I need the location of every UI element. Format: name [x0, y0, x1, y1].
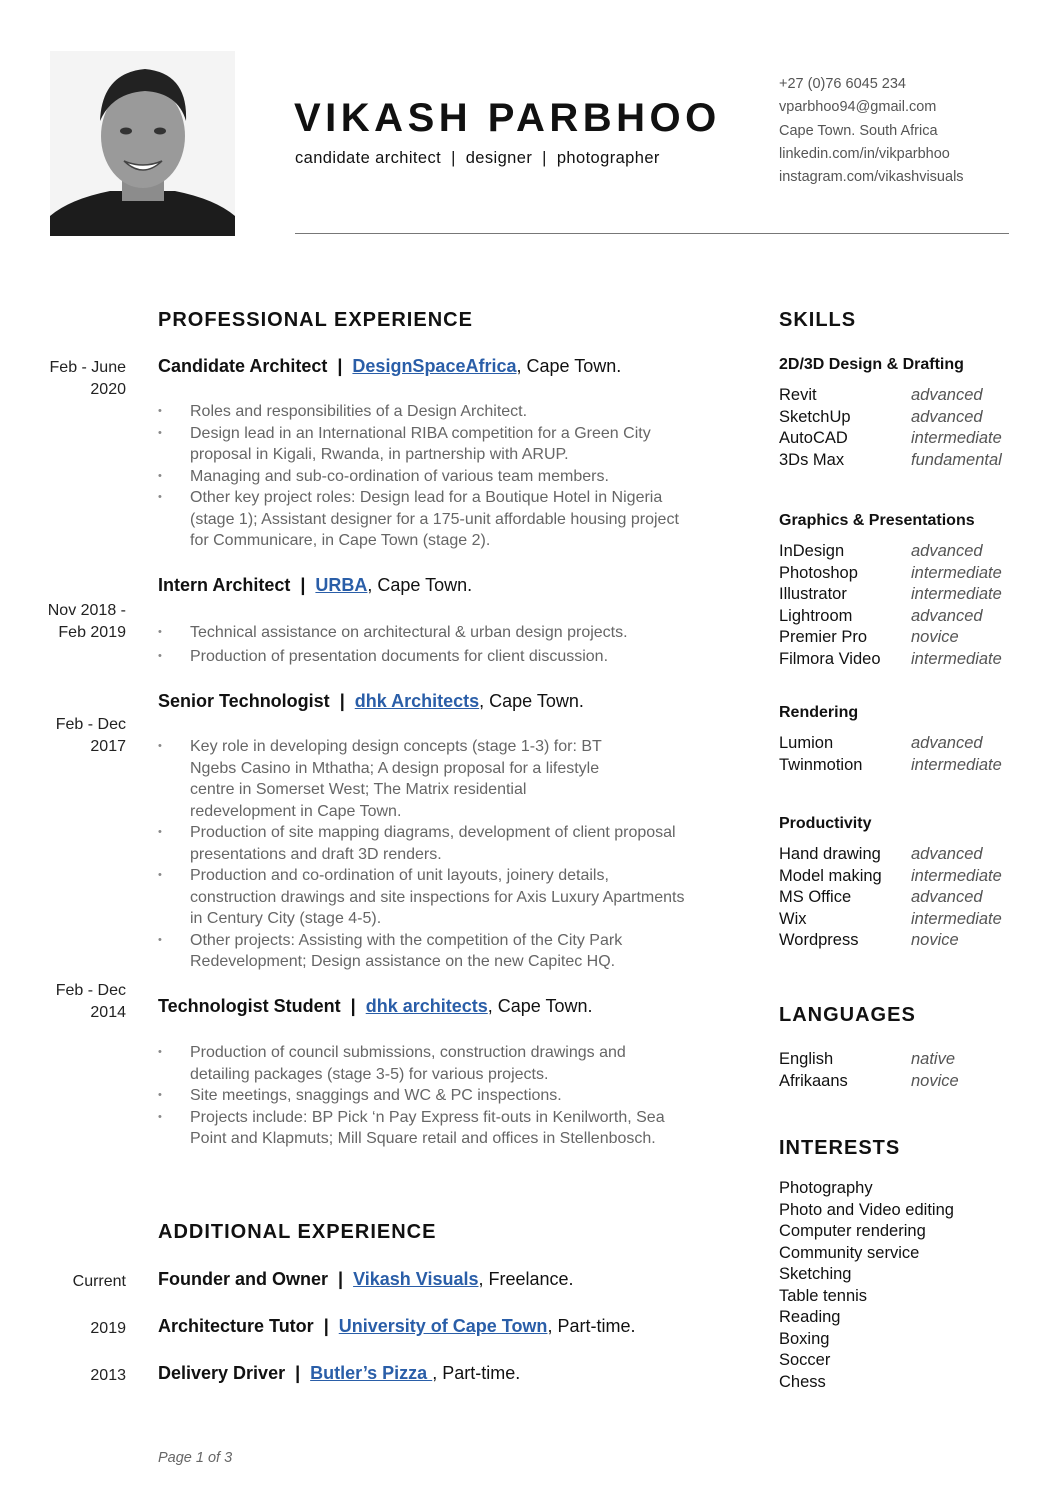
job-date-line: Feb - Dec: [55, 982, 126, 999]
skill-level: intermediate: [911, 563, 1002, 582]
skill-level: intermediate: [911, 585, 1002, 603]
skill-group-title: Rendering: [779, 704, 859, 721]
additional-item: [158, 1269, 574, 1290]
job-title: Technologist Student: [158, 996, 341, 1016]
job-title-line: [158, 356, 621, 377]
skill-row: [779, 428, 1019, 450]
company-link[interactable]: DesignSpaceAfrica: [352, 356, 517, 376]
skills-heading: SKILLS: [779, 309, 857, 331]
candidate-name: VIKASH PARBHOO: [294, 96, 721, 140]
job-location: , Cape Town.: [516, 356, 622, 376]
skill-group-title: Graphics & Presentations: [779, 512, 975, 529]
skill-row: [779, 887, 1019, 909]
language-row: [779, 1071, 1019, 1093]
job-date-line: Nov 2018 -: [47, 602, 126, 619]
skill-list: [779, 385, 1019, 471]
job-date: [0, 714, 126, 758]
language-row: [779, 1049, 1019, 1071]
company-link[interactable]: dhk Architects: [354, 691, 480, 711]
skill-level: advanced: [911, 386, 983, 404]
job-title: Candidate Architect: [158, 356, 328, 376]
skill-level: intermediate: [911, 649, 1002, 668]
company-link[interactable]: Butler’s Pizza: [310, 1363, 433, 1383]
additional-date: 2013: [90, 1367, 126, 1384]
skill-row: [779, 866, 1019, 888]
list-item: • Roles and responsibilities of a Design Architect.: [158, 401, 688, 423]
skill-name: Revit: [779, 386, 817, 404]
job-bullets: [158, 622, 688, 667]
list-item: • Design lead in an International RIBA competition for a Green City proposal in Kigali, Rwanda, in partnership with ARUP.: [158, 423, 688, 466]
skill-list: [779, 844, 1019, 952]
skill-name: AutoCAD: [779, 429, 848, 447]
job-bullets: [158, 1042, 688, 1150]
interests-list: [779, 1178, 954, 1393]
list-item: • Key role in developing design concepts (stage 1-3) for: BT Ngebs Casino in Mthatha; A design proposal for a lifestyle centre in Somerset West; The Matrix residential redevelopment in Cape Town.: [158, 736, 688, 822]
interest-item: Table tennis: [779, 1286, 868, 1305]
job-title-line: [158, 996, 592, 1017]
separator: |: [350, 996, 356, 1016]
skill-group-title: 2D/3D Design & Drafting: [779, 356, 964, 373]
list-item: • Production of council submissions, construction drawings and detailing packages (stage 3-5) for various projects.: [158, 1042, 688, 1085]
separator: |: [338, 1269, 344, 1289]
languages-heading: LANGUAGES: [779, 1004, 916, 1026]
additional-experience-heading: ADDITIONAL EXPERIENCE: [158, 1221, 437, 1243]
professional-experience-heading: PROFESSIONAL EXPERIENCE: [158, 309, 473, 331]
skill-row: [779, 385, 1019, 407]
skill-name: Filmora Video: [779, 649, 881, 668]
skill-name: Wordpress: [779, 931, 859, 949]
profile-photo: [50, 51, 235, 236]
skill-list: [779, 541, 1019, 670]
list-item: • Technical assistance on architectural & urban design projects.: [158, 622, 688, 644]
job-location: , Part-time.: [547, 1316, 636, 1336]
job-bullets: [158, 736, 688, 973]
skill-level: advanced: [911, 407, 983, 426]
job-title-line: [158, 691, 584, 712]
skill-name: Wix: [779, 909, 807, 928]
skill-level: advanced: [911, 734, 983, 752]
additional-date: 2019: [90, 1320, 126, 1337]
job-date: [0, 600, 126, 644]
interest-item: Soccer: [779, 1351, 831, 1369]
skill-row: [779, 450, 1019, 472]
skill-level: fundamental: [911, 450, 1002, 469]
skill-name: Premier Pro: [779, 628, 868, 646]
list-item: • Site meetings, snaggings and WC & PC inspections.: [158, 1085, 688, 1107]
job-title: Founder and Owner: [158, 1269, 329, 1289]
interests-heading: INTERESTS: [779, 1137, 901, 1159]
job-title: Delivery Driver: [158, 1363, 286, 1383]
job-location: , Cape Town.: [479, 691, 584, 711]
page-number: Page 1 of 3: [158, 1450, 233, 1466]
interest-item: Computer rendering: [779, 1222, 926, 1240]
skill-row: [779, 627, 1019, 649]
job-date-line: Feb - June: [49, 359, 126, 376]
skill-row: [779, 733, 1019, 755]
skill-row: [779, 407, 1019, 429]
job-bullets: [158, 401, 688, 552]
job-date: [0, 357, 126, 401]
job-date-line: 2014: [90, 1004, 126, 1021]
list-item: • Production of presentation documents for client discussion.: [158, 646, 688, 668]
skill-row: [779, 584, 1019, 606]
skill-level: novice: [911, 628, 959, 646]
job-date-line: Feb 2019: [58, 624, 126, 641]
contact-phone[interactable]: +27 (0)76 6045 234: [779, 76, 906, 92]
skill-level: advanced: [911, 606, 983, 625]
skill-name: Lumion: [779, 734, 834, 752]
job-location: , Cape Town.: [367, 575, 473, 595]
job-location: , Cape Town.: [487, 996, 593, 1016]
language-name: Afrikaans: [779, 1071, 848, 1090]
contact-email[interactable]: vparbhoo94@gmail.com: [779, 99, 937, 116]
skill-row: [779, 930, 1019, 952]
skill-row: [779, 755, 1019, 777]
interest-item: Chess: [779, 1372, 826, 1391]
additional-date: Current: [72, 1273, 126, 1290]
skill-name: Twinmotion: [779, 755, 863, 774]
list-item: • Projects include: BP Pick ‘n Pay Express fit-outs in Kenilworth, Sea Point and Klapmuts; Mill Square retail and offices in Stellenbosch.: [158, 1107, 688, 1150]
skill-name: 3Ds Max: [779, 450, 845, 469]
interest-item: Community service: [779, 1243, 920, 1262]
skill-level: novice: [911, 931, 959, 949]
skill-name: Hand drawing: [779, 845, 881, 863]
skill-group-title: Productivity: [779, 815, 872, 832]
skill-level: intermediate: [911, 866, 1002, 885]
job-date-line: Feb - Dec: [55, 716, 126, 733]
job-date: [0, 980, 126, 1024]
additional-item: [158, 1316, 635, 1337]
company-link[interactable]: University of Cape Town: [338, 1316, 548, 1336]
skill-list: [779, 733, 1019, 776]
skill-name: Lightroom: [779, 606, 853, 625]
contact-location: Cape Town. South Africa: [779, 122, 938, 139]
skill-name: MS Office: [779, 888, 852, 906]
skill-level: intermediate: [911, 755, 1002, 774]
language-name: English: [779, 1050, 834, 1068]
skill-row: [779, 909, 1019, 931]
contact-instagram[interactable]: instagram.com/vikashvisuals: [779, 169, 964, 186]
skill-level: intermediate: [911, 909, 1002, 928]
skill-row: [779, 563, 1019, 585]
interest-item: Reading: [779, 1308, 841, 1326]
interest-item: Sketching: [779, 1265, 852, 1283]
separator: |: [339, 691, 345, 711]
contact-linkedin[interactable]: linkedin.com/in/vikparbhoo: [779, 145, 950, 162]
job-location: , Part-time.: [432, 1363, 521, 1383]
skill-level: advanced: [911, 542, 983, 560]
list-item: • Production and co-ordination of unit layouts, joinery details, construction drawings and site inspections for Axis Luxury Apartments in Century City (stage 4-5).: [158, 865, 688, 930]
skill-row: [779, 606, 1019, 628]
company-link[interactable]: URBA: [315, 575, 368, 595]
interest-item: Photography: [779, 1179, 873, 1197]
list-item: • Managing and sub-co-ordination of various team members.: [158, 466, 688, 488]
skill-level: advanced: [911, 888, 983, 906]
language-list: [779, 1049, 1019, 1092]
separator: |: [323, 1316, 329, 1336]
job-location: , Freelance.: [478, 1269, 574, 1289]
job-date-line: 2020: [90, 381, 126, 398]
list-item: • Other projects: Assisting with the competition of the City Park Redevelopment; Design assistance on the new Capitec HQ.: [158, 930, 688, 973]
company-link[interactable]: dhk architects: [365, 996, 488, 1016]
skill-name: InDesign: [779, 542, 845, 560]
language-level: novice: [911, 1071, 959, 1090]
portrait-icon: [50, 51, 235, 236]
skill-row: [779, 541, 1019, 563]
interest-item: Boxing: [779, 1329, 830, 1348]
tagline: candidate architect | designer | photographer: [295, 149, 660, 167]
skill-level: intermediate: [911, 429, 1002, 447]
header-divider: [295, 233, 1009, 234]
company-link[interactable]: Vikash Visuals: [353, 1269, 479, 1289]
skill-name: Photoshop: [779, 563, 858, 582]
language-level: native: [911, 1050, 956, 1068]
skill-row: [779, 844, 1019, 866]
skill-name: SketchUp: [779, 407, 851, 426]
skill-name: Model making: [779, 866, 882, 885]
separator: |: [295, 1363, 301, 1383]
job-title-line: [158, 575, 472, 596]
separator: |: [337, 356, 343, 376]
skill-name: Illustrator: [779, 585, 847, 603]
job-date-line: 2017: [90, 738, 126, 755]
separator: |: [300, 575, 306, 595]
contact-block: [779, 73, 964, 189]
list-item: • Other key project roles: Design lead for a Boutique Hotel in Nigeria (stage 1); Assistant designer for a 175-unit affordable housing project for Communicare, in Cape Town (stage 2).: [158, 487, 688, 552]
job-title: Senior Technologist: [158, 691, 330, 711]
list-item: • Production of site mapping diagrams, development of client proposal presentations and draft 3D renders.: [158, 822, 688, 865]
job-title: Architecture Tutor: [158, 1316, 314, 1336]
skill-level: advanced: [911, 845, 983, 863]
interest-item: Photo and Video editing: [779, 1200, 954, 1219]
skill-row: [779, 649, 1019, 671]
additional-item: [158, 1363, 520, 1384]
job-title: Intern Architect: [158, 575, 291, 595]
